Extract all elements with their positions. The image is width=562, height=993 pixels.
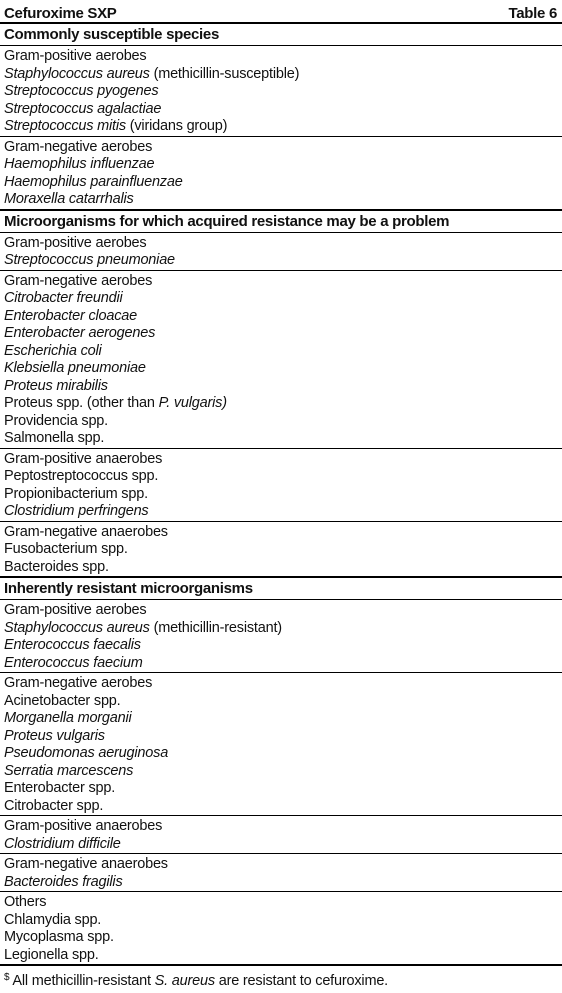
organism-line [4, 675, 558, 693]
line-text: Gram-negative aerobes [4, 138, 153, 155]
line-text: Gram-negative anaerobes [4, 856, 168, 872]
organism-group [0, 522, 562, 579]
species-name: Enterobacter aerogenes [4, 325, 156, 341]
organism-line [4, 156, 558, 174]
line-text: Gram-positive aerobes [4, 234, 147, 251]
organism-line [4, 836, 558, 854]
organism-line [4, 343, 558, 361]
organism-line [4, 325, 558, 343]
line-text: Legionella spp. [4, 946, 99, 963]
organism-line [4, 235, 558, 253]
organism-line [4, 273, 558, 291]
line-text: Peptostreptococcus spp. [4, 468, 159, 484]
organism-group [0, 233, 562, 271]
organism-line [4, 637, 558, 655]
organism-line [4, 66, 558, 84]
species-name: Proteus mirabilis [4, 377, 108, 394]
organism-line [4, 929, 558, 947]
species-name: Enterococcus faecium [4, 654, 143, 671]
organism-line [4, 252, 558, 270]
organism-line [4, 118, 558, 136]
footnote [0, 966, 562, 988]
organism-line [4, 693, 558, 711]
line-text: Fusobacterium spp. [4, 541, 128, 557]
organism-line [4, 745, 558, 763]
organism-line [4, 655, 558, 673]
organism-group [0, 46, 562, 137]
organism-line [4, 856, 558, 874]
line-text: Gram-negative anaerobes [4, 523, 168, 540]
species-name: Enterococcus faecalis [4, 637, 141, 653]
organism-line [4, 395, 558, 413]
organism-line [4, 468, 558, 486]
organism-group [0, 673, 562, 816]
line-text: are resistant to cefuroxime. [214, 973, 389, 989]
table-title-row [0, 1, 562, 24]
species-name: Streptococcus pyogenes [4, 83, 159, 99]
line-text: Others [4, 894, 47, 910]
species-name: Escherichia coli [4, 342, 102, 359]
line-text: Chlamydia spp. [4, 911, 102, 928]
organism-line [4, 559, 558, 577]
organism-line [4, 894, 558, 912]
organism-line [4, 503, 558, 521]
line-text: Gram-positive anaerobes [4, 818, 163, 834]
species-name: Serratia marcescens [4, 762, 134, 779]
species-name: Streptococcus agalactiae [4, 100, 162, 117]
line-text: Mycoplasma spp. [4, 929, 114, 945]
section-heading: Inherently resistant microorganisms [0, 578, 562, 600]
species-name: P. vulgaris) [158, 395, 227, 411]
species-name: Bacteroides fragilis [4, 873, 123, 890]
organism-group [0, 854, 562, 892]
organism-line [4, 620, 558, 638]
organism-line [4, 360, 558, 378]
line-text: All methicillin-resistant [12, 973, 155, 989]
organism-line [4, 947, 558, 965]
organism-line [4, 818, 558, 836]
species-name: Haemophilus influenzae [4, 156, 155, 172]
table-number: Table 6 [508, 5, 557, 22]
section-heading: Microorganisms for which acquired resistance may be a problem [0, 211, 562, 233]
line-text: Acinetobacter spp. [4, 692, 121, 709]
species-name: Staphylococcus aureus [4, 65, 150, 82]
organism-line [4, 874, 558, 892]
organism-line [4, 174, 558, 192]
organism-group [0, 600, 562, 673]
organism-line [4, 602, 558, 620]
organism-line [4, 290, 558, 308]
footnote-text [12, 973, 388, 989]
organism-line [4, 451, 558, 469]
organism-line [4, 541, 558, 559]
species-name: Haemophilus parainfluenzae [4, 173, 183, 190]
organism-group [0, 137, 562, 211]
line-text: (methicillin-resistant) [149, 619, 282, 636]
species-name: Morganella morganii [4, 710, 132, 726]
species-name: Staphylococcus aureus [4, 619, 150, 636]
line-text: Gram-negative aerobes [4, 272, 153, 289]
organism-line [4, 486, 558, 504]
organism-line [4, 139, 558, 157]
line-text: Propionibacterium spp. [4, 485, 148, 502]
organism-group [0, 449, 562, 522]
line-text: Gram-positive anaerobes [4, 450, 163, 467]
table-title: Cefuroxime SXP [4, 5, 117, 22]
species-name: Citrobacter freundii [4, 290, 123, 306]
line-text: (methicillin-susceptible) [149, 65, 300, 82]
organism-line [4, 430, 558, 448]
species-name: Clostridium difficile [4, 835, 121, 852]
organism-line [4, 728, 558, 746]
organism-group [0, 271, 562, 449]
organism-line [4, 101, 558, 119]
table-body [0, 24, 562, 966]
organism-line [4, 763, 558, 781]
species-name: Streptococcus mitis [4, 118, 126, 134]
line-text: Salmonella spp. [4, 430, 105, 446]
organism-line [4, 912, 558, 930]
organism-line [4, 308, 558, 326]
section-heading: Commonly susceptible species [0, 24, 562, 46]
line-text: Bacteroides spp. [4, 558, 109, 575]
organism-line [4, 710, 558, 728]
organism-line [4, 413, 558, 431]
species-name: Streptococcus pneumoniae [4, 252, 175, 268]
line-text: Gram-negative aerobes [4, 675, 153, 691]
line-text: Gram-positive aerobes [4, 602, 147, 618]
organism-line [4, 524, 558, 542]
species-name: Enterobacter cloacae [4, 307, 138, 324]
line-text: Enterobacter spp. [4, 780, 116, 796]
organism-line [4, 798, 558, 816]
organism-line [4, 191, 558, 209]
line-text: Gram-positive aerobes [4, 48, 147, 64]
species-name: S. aureus [154, 973, 215, 989]
line-text: (viridans group) [125, 118, 228, 134]
organism-line [4, 780, 558, 798]
organism-line [4, 48, 558, 66]
organism-group [0, 816, 562, 854]
organism-group [0, 892, 562, 966]
line-text: Citrobacter spp. [4, 797, 104, 814]
organism-line [4, 378, 558, 396]
footnote-marker: $ [4, 972, 10, 983]
species-name: Klebsiella pneumoniae [4, 360, 146, 376]
species-name: Clostridium perfringens [4, 503, 149, 519]
species-name: Moraxella catarrhalis [4, 191, 134, 207]
line-text: Providencia spp. [4, 412, 108, 429]
line-text: Proteus spp. (other than [4, 395, 159, 411]
organism-line [4, 83, 558, 101]
species-name: Proteus vulgaris [4, 727, 105, 744]
species-name: Pseudomonas aeruginosa [4, 745, 169, 761]
